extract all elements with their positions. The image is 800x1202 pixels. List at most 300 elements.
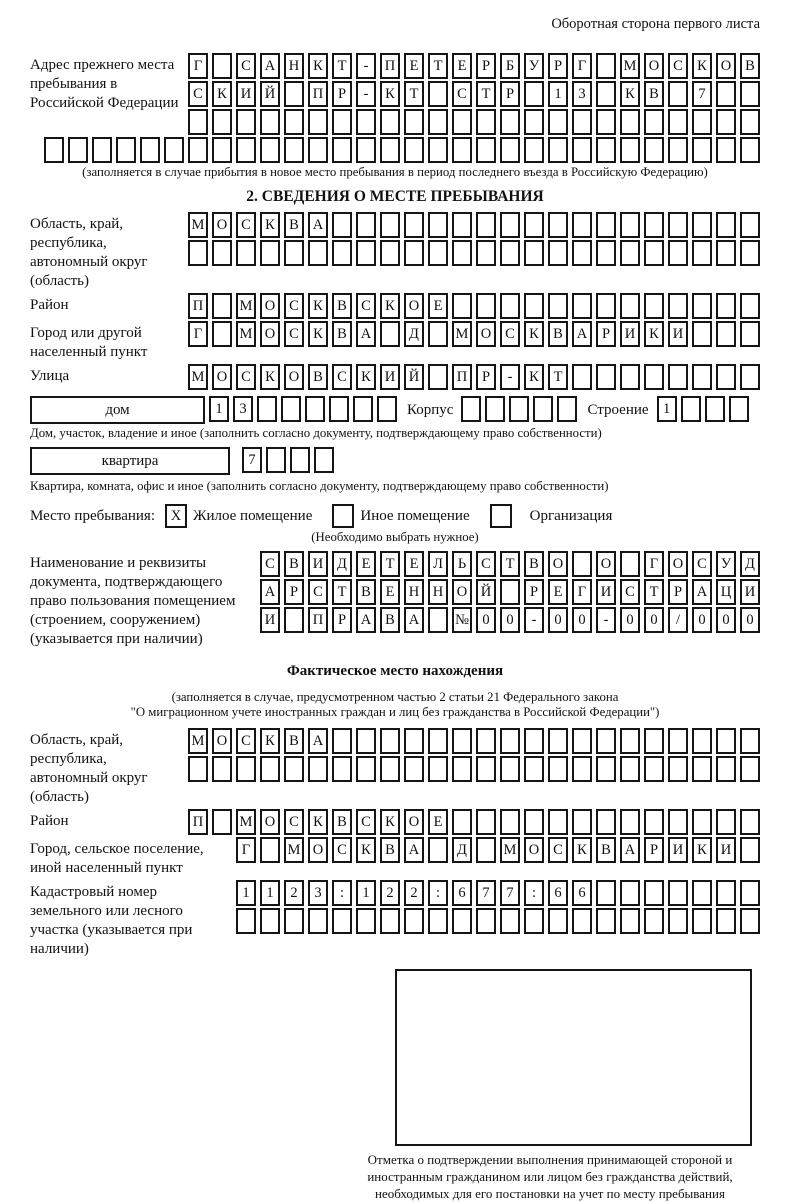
char-cell[interactable] bbox=[260, 109, 280, 135]
char-cell[interactable] bbox=[668, 109, 688, 135]
char-cell[interactable] bbox=[572, 364, 592, 390]
char-cell[interactable]: О bbox=[476, 321, 496, 347]
char-cell[interactable] bbox=[356, 109, 376, 135]
char-cell[interactable] bbox=[356, 756, 376, 782]
char-cell[interactable]: В bbox=[380, 607, 400, 633]
char-cell[interactable]: Т bbox=[548, 364, 568, 390]
char-cell[interactable] bbox=[668, 364, 688, 390]
char-cell[interactable] bbox=[452, 293, 472, 319]
char-cell[interactable]: А bbox=[692, 579, 712, 605]
char-cell[interactable]: Й bbox=[404, 364, 424, 390]
char-cell[interactable]: А bbox=[308, 212, 328, 238]
char-cell[interactable]: Д bbox=[452, 837, 472, 863]
char-cell[interactable] bbox=[260, 837, 280, 863]
char-cell[interactable]: О bbox=[260, 321, 280, 347]
char-cell[interactable] bbox=[332, 756, 352, 782]
char-cell[interactable]: С bbox=[692, 551, 712, 577]
char-cell[interactable]: К bbox=[308, 321, 328, 347]
char-cell[interactable] bbox=[380, 321, 400, 347]
char-cell[interactable] bbox=[620, 364, 640, 390]
char-cell[interactable]: С bbox=[548, 837, 568, 863]
char-cell[interactable] bbox=[68, 137, 88, 163]
char-cell[interactable]: 1 bbox=[657, 396, 677, 422]
char-cell[interactable]: И bbox=[596, 579, 616, 605]
char-cell[interactable]: О bbox=[260, 293, 280, 319]
char-cell[interactable]: Т bbox=[380, 551, 400, 577]
char-cell[interactable] bbox=[620, 212, 640, 238]
char-cell[interactable] bbox=[476, 908, 496, 934]
char-cell[interactable] bbox=[668, 880, 688, 906]
char-cell[interactable]: Т bbox=[428, 53, 448, 79]
char-cell[interactable]: Г bbox=[572, 53, 592, 79]
char-cell[interactable]: Н bbox=[404, 579, 424, 605]
char-cell[interactable] bbox=[692, 109, 712, 135]
char-cell[interactable] bbox=[428, 81, 448, 107]
char-cell[interactable] bbox=[596, 109, 616, 135]
char-cell[interactable]: Й bbox=[476, 579, 496, 605]
char-cell[interactable]: И bbox=[260, 607, 280, 633]
char-cell[interactable]: М bbox=[236, 293, 256, 319]
char-cell[interactable] bbox=[188, 756, 208, 782]
char-cell[interactable] bbox=[452, 809, 472, 835]
char-cell[interactable]: - bbox=[356, 81, 376, 107]
char-cell[interactable]: Т bbox=[332, 579, 352, 605]
char-cell[interactable]: Е bbox=[428, 293, 448, 319]
char-cell[interactable]: М bbox=[452, 321, 472, 347]
char-cell[interactable]: П bbox=[308, 81, 328, 107]
char-cell[interactable]: 0 bbox=[716, 607, 736, 633]
char-cell[interactable]: К bbox=[380, 81, 400, 107]
char-cell[interactable]: № bbox=[452, 607, 472, 633]
char-cell[interactable]: 0 bbox=[692, 607, 712, 633]
char-cell[interactable]: С bbox=[236, 212, 256, 238]
char-cell[interactable]: 0 bbox=[644, 607, 664, 633]
char-cell[interactable]: А bbox=[260, 579, 280, 605]
char-cell[interactable] bbox=[716, 321, 736, 347]
char-cell[interactable]: 6 bbox=[452, 880, 472, 906]
char-cell[interactable] bbox=[452, 212, 472, 238]
char-cell[interactable] bbox=[620, 551, 640, 577]
char-cell[interactable]: П bbox=[308, 607, 328, 633]
char-cell[interactable] bbox=[668, 756, 688, 782]
char-cell[interactable]: О bbox=[404, 293, 424, 319]
char-cell[interactable]: В bbox=[596, 837, 616, 863]
char-cell[interactable]: Д bbox=[740, 551, 760, 577]
char-cell[interactable] bbox=[452, 240, 472, 266]
char-cell[interactable]: К bbox=[380, 809, 400, 835]
char-cell[interactable]: А bbox=[572, 321, 592, 347]
char-cell[interactable]: Е bbox=[404, 53, 424, 79]
char-cell[interactable] bbox=[380, 109, 400, 135]
char-cell[interactable] bbox=[281, 396, 301, 422]
char-cell[interactable]: О bbox=[716, 53, 736, 79]
char-cell[interactable] bbox=[380, 756, 400, 782]
char-cell[interactable]: М bbox=[620, 53, 640, 79]
char-cell[interactable]: М bbox=[188, 212, 208, 238]
char-cell[interactable] bbox=[452, 756, 472, 782]
char-cell[interactable] bbox=[404, 756, 424, 782]
char-cell[interactable] bbox=[596, 137, 616, 163]
char-cell[interactable] bbox=[164, 137, 184, 163]
char-cell[interactable] bbox=[524, 240, 544, 266]
checkbox-organization[interactable] bbox=[490, 504, 512, 528]
char-cell[interactable]: В bbox=[308, 364, 328, 390]
char-cell[interactable] bbox=[380, 728, 400, 754]
char-cell[interactable] bbox=[572, 809, 592, 835]
char-cell[interactable]: 0 bbox=[476, 607, 496, 633]
char-cell[interactable] bbox=[476, 137, 496, 163]
char-cell[interactable] bbox=[740, 81, 760, 107]
char-cell[interactable] bbox=[404, 728, 424, 754]
char-cell[interactable]: А bbox=[620, 837, 640, 863]
char-cell[interactable] bbox=[644, 137, 664, 163]
char-cell[interactable] bbox=[716, 880, 736, 906]
char-cell[interactable]: - bbox=[596, 607, 616, 633]
char-cell[interactable] bbox=[500, 293, 520, 319]
checkbox-other-premises[interactable] bbox=[332, 504, 354, 528]
char-cell[interactable] bbox=[404, 908, 424, 934]
char-cell[interactable]: К bbox=[308, 809, 328, 835]
char-cell[interactable] bbox=[644, 880, 664, 906]
char-cell[interactable] bbox=[681, 396, 701, 422]
char-cell[interactable] bbox=[380, 137, 400, 163]
char-cell[interactable] bbox=[308, 240, 328, 266]
char-cell[interactable]: / bbox=[668, 607, 688, 633]
char-cell[interactable] bbox=[524, 809, 544, 835]
char-cell[interactable] bbox=[452, 137, 472, 163]
char-cell[interactable] bbox=[500, 756, 520, 782]
char-cell[interactable] bbox=[329, 396, 349, 422]
char-cell[interactable] bbox=[596, 240, 616, 266]
char-cell[interactable] bbox=[548, 293, 568, 319]
char-cell[interactable] bbox=[740, 809, 760, 835]
char-cell[interactable] bbox=[212, 240, 232, 266]
char-cell[interactable] bbox=[428, 240, 448, 266]
char-cell[interactable]: К bbox=[308, 53, 328, 79]
char-cell[interactable] bbox=[524, 293, 544, 319]
char-cell[interactable]: К bbox=[644, 321, 664, 347]
char-cell[interactable] bbox=[92, 137, 112, 163]
char-cell[interactable] bbox=[284, 607, 304, 633]
char-cell[interactable] bbox=[572, 728, 592, 754]
char-cell[interactable]: В bbox=[356, 579, 376, 605]
char-cell[interactable]: С bbox=[284, 321, 304, 347]
char-cell[interactable] bbox=[428, 364, 448, 390]
char-cell[interactable] bbox=[236, 756, 256, 782]
char-cell[interactable] bbox=[266, 447, 286, 473]
char-cell[interactable] bbox=[548, 756, 568, 782]
char-cell[interactable]: Л bbox=[428, 551, 448, 577]
char-cell[interactable] bbox=[500, 240, 520, 266]
char-cell[interactable] bbox=[428, 728, 448, 754]
char-cell[interactable]: С bbox=[332, 364, 352, 390]
char-cell[interactable]: П bbox=[452, 364, 472, 390]
char-cell[interactable] bbox=[668, 908, 688, 934]
char-cell[interactable] bbox=[476, 240, 496, 266]
char-cell[interactable] bbox=[377, 396, 397, 422]
char-cell[interactable]: 3 bbox=[572, 81, 592, 107]
char-cell[interactable] bbox=[476, 109, 496, 135]
char-cell[interactable]: И bbox=[236, 81, 256, 107]
char-cell[interactable] bbox=[332, 137, 352, 163]
char-cell[interactable] bbox=[596, 81, 616, 107]
char-cell[interactable] bbox=[716, 756, 736, 782]
char-cell[interactable]: 7 bbox=[692, 81, 712, 107]
char-cell[interactable] bbox=[740, 212, 760, 238]
char-cell[interactable]: Д bbox=[332, 551, 352, 577]
char-cell[interactable] bbox=[476, 756, 496, 782]
char-cell[interactable] bbox=[476, 837, 496, 863]
char-cell[interactable]: С bbox=[260, 551, 280, 577]
char-cell[interactable]: 0 bbox=[572, 607, 592, 633]
char-cell[interactable] bbox=[308, 756, 328, 782]
char-cell[interactable] bbox=[524, 908, 544, 934]
char-cell[interactable] bbox=[596, 880, 616, 906]
char-cell[interactable] bbox=[284, 240, 304, 266]
char-cell[interactable]: К bbox=[692, 53, 712, 79]
char-cell[interactable]: Р bbox=[524, 579, 544, 605]
char-cell[interactable] bbox=[740, 109, 760, 135]
char-cell[interactable] bbox=[620, 728, 640, 754]
char-cell[interactable]: Е bbox=[356, 551, 376, 577]
char-cell[interactable] bbox=[356, 137, 376, 163]
char-cell[interactable] bbox=[716, 240, 736, 266]
char-cell[interactable] bbox=[236, 109, 256, 135]
char-cell[interactable]: К bbox=[620, 81, 640, 107]
char-cell[interactable]: Т bbox=[644, 579, 664, 605]
char-cell[interactable]: Р bbox=[332, 81, 352, 107]
char-cell[interactable]: К bbox=[524, 364, 544, 390]
char-cell[interactable]: С bbox=[188, 81, 208, 107]
char-cell[interactable] bbox=[524, 137, 544, 163]
char-cell[interactable]: Г bbox=[572, 579, 592, 605]
char-cell[interactable] bbox=[452, 109, 472, 135]
char-cell[interactable] bbox=[692, 321, 712, 347]
char-cell[interactable]: А bbox=[356, 607, 376, 633]
char-cell[interactable] bbox=[332, 240, 352, 266]
char-cell[interactable] bbox=[692, 293, 712, 319]
char-cell[interactable]: Г bbox=[236, 837, 256, 863]
char-cell[interactable] bbox=[548, 212, 568, 238]
char-cell[interactable] bbox=[548, 109, 568, 135]
char-cell[interactable]: И bbox=[308, 551, 328, 577]
char-cell[interactable] bbox=[428, 837, 448, 863]
char-cell[interactable]: : bbox=[332, 880, 352, 906]
char-cell[interactable] bbox=[404, 212, 424, 238]
char-cell[interactable] bbox=[212, 109, 232, 135]
char-cell[interactable] bbox=[644, 364, 664, 390]
char-cell[interactable] bbox=[644, 293, 664, 319]
char-cell[interactable] bbox=[740, 756, 760, 782]
char-cell[interactable] bbox=[557, 396, 577, 422]
char-cell[interactable]: Т bbox=[500, 551, 520, 577]
char-cell[interactable] bbox=[692, 908, 712, 934]
char-cell[interactable] bbox=[620, 756, 640, 782]
char-cell[interactable] bbox=[236, 908, 256, 934]
char-cell[interactable]: М bbox=[236, 321, 256, 347]
char-cell[interactable] bbox=[332, 109, 352, 135]
char-cell[interactable] bbox=[740, 728, 760, 754]
char-cell[interactable] bbox=[572, 293, 592, 319]
char-cell[interactable] bbox=[284, 756, 304, 782]
char-cell[interactable]: В bbox=[284, 551, 304, 577]
char-cell[interactable] bbox=[356, 212, 376, 238]
char-cell[interactable]: 2 bbox=[404, 880, 424, 906]
char-cell[interactable]: : bbox=[428, 880, 448, 906]
char-cell[interactable] bbox=[500, 908, 520, 934]
char-cell[interactable] bbox=[428, 212, 448, 238]
char-cell[interactable]: Р bbox=[500, 81, 520, 107]
char-cell[interactable]: В bbox=[332, 809, 352, 835]
char-cell[interactable] bbox=[692, 364, 712, 390]
char-cell[interactable] bbox=[308, 109, 328, 135]
char-cell[interactable]: Т bbox=[332, 53, 352, 79]
char-cell[interactable]: М bbox=[188, 728, 208, 754]
char-cell[interactable] bbox=[524, 728, 544, 754]
char-cell[interactable] bbox=[572, 212, 592, 238]
char-cell[interactable]: И bbox=[716, 837, 736, 863]
char-cell[interactable]: К bbox=[692, 837, 712, 863]
char-cell[interactable] bbox=[284, 81, 304, 107]
char-cell[interactable] bbox=[257, 396, 277, 422]
char-cell[interactable]: С bbox=[620, 579, 640, 605]
char-cell[interactable] bbox=[509, 396, 529, 422]
char-cell[interactable]: В bbox=[644, 81, 664, 107]
char-cell[interactable] bbox=[524, 109, 544, 135]
char-cell[interactable]: У bbox=[524, 53, 544, 79]
char-cell[interactable]: С bbox=[236, 728, 256, 754]
char-cell[interactable] bbox=[740, 837, 760, 863]
char-cell[interactable]: О bbox=[452, 579, 472, 605]
char-cell[interactable] bbox=[692, 880, 712, 906]
char-cell[interactable] bbox=[380, 908, 400, 934]
char-cell[interactable]: И bbox=[620, 321, 640, 347]
char-cell[interactable]: К bbox=[524, 321, 544, 347]
char-cell[interactable]: С bbox=[308, 579, 328, 605]
char-cell[interactable] bbox=[188, 240, 208, 266]
char-cell[interactable]: В bbox=[332, 293, 352, 319]
char-cell[interactable]: Ц bbox=[716, 579, 736, 605]
char-cell[interactable]: 6 bbox=[548, 880, 568, 906]
char-cell[interactable] bbox=[692, 212, 712, 238]
char-cell[interactable]: Р bbox=[596, 321, 616, 347]
char-cell[interactable] bbox=[740, 240, 760, 266]
char-cell[interactable] bbox=[740, 364, 760, 390]
char-cell[interactable] bbox=[212, 809, 232, 835]
char-cell[interactable] bbox=[644, 109, 664, 135]
char-cell[interactable] bbox=[461, 396, 481, 422]
char-cell[interactable]: С bbox=[500, 321, 520, 347]
char-cell[interactable] bbox=[284, 137, 304, 163]
char-cell[interactable] bbox=[716, 81, 736, 107]
char-cell[interactable]: 1 bbox=[209, 396, 229, 422]
char-cell[interactable] bbox=[644, 809, 664, 835]
char-cell[interactable] bbox=[548, 137, 568, 163]
char-cell[interactable] bbox=[692, 728, 712, 754]
char-cell[interactable]: Р bbox=[332, 607, 352, 633]
char-cell[interactable] bbox=[596, 53, 616, 79]
char-cell[interactable]: 7 bbox=[500, 880, 520, 906]
char-cell[interactable] bbox=[692, 756, 712, 782]
char-cell[interactable] bbox=[716, 137, 736, 163]
char-cell[interactable]: К bbox=[260, 364, 280, 390]
char-cell[interactable]: - bbox=[524, 607, 544, 633]
char-cell[interactable] bbox=[260, 908, 280, 934]
char-cell[interactable] bbox=[596, 212, 616, 238]
char-cell[interactable]: Т bbox=[476, 81, 496, 107]
char-cell[interactable]: 1 bbox=[548, 81, 568, 107]
char-cell[interactable]: О bbox=[212, 212, 232, 238]
char-cell[interactable]: О bbox=[668, 551, 688, 577]
char-cell[interactable]: И bbox=[668, 837, 688, 863]
char-cell[interactable] bbox=[476, 728, 496, 754]
char-cell[interactable] bbox=[524, 756, 544, 782]
char-cell[interactable] bbox=[740, 908, 760, 934]
char-cell[interactable]: Г bbox=[188, 321, 208, 347]
char-cell[interactable] bbox=[716, 364, 736, 390]
char-cell[interactable]: И bbox=[380, 364, 400, 390]
char-cell[interactable] bbox=[668, 240, 688, 266]
char-cell[interactable]: Т bbox=[404, 81, 424, 107]
char-cell[interactable] bbox=[620, 880, 640, 906]
char-cell[interactable]: И bbox=[668, 321, 688, 347]
char-cell[interactable] bbox=[716, 908, 736, 934]
char-cell[interactable] bbox=[476, 809, 496, 835]
char-cell[interactable] bbox=[716, 293, 736, 319]
char-cell[interactable] bbox=[476, 212, 496, 238]
char-cell[interactable] bbox=[404, 240, 424, 266]
char-cell[interactable]: Г bbox=[188, 53, 208, 79]
char-cell[interactable]: 0 bbox=[548, 607, 568, 633]
char-cell[interactable]: О bbox=[284, 364, 304, 390]
char-cell[interactable] bbox=[533, 396, 553, 422]
char-cell[interactable] bbox=[500, 212, 520, 238]
char-cell[interactable] bbox=[428, 756, 448, 782]
char-cell[interactable]: А bbox=[308, 728, 328, 754]
char-cell[interactable]: 1 bbox=[260, 880, 280, 906]
char-cell[interactable] bbox=[236, 240, 256, 266]
char-cell[interactable]: А bbox=[260, 53, 280, 79]
char-cell[interactable] bbox=[644, 908, 664, 934]
char-cell[interactable] bbox=[428, 137, 448, 163]
char-cell[interactable]: Р bbox=[668, 579, 688, 605]
char-cell[interactable]: С bbox=[332, 837, 352, 863]
char-cell[interactable] bbox=[500, 137, 520, 163]
char-cell[interactable] bbox=[572, 240, 592, 266]
char-cell[interactable] bbox=[596, 756, 616, 782]
char-cell[interactable] bbox=[476, 293, 496, 319]
char-cell[interactable] bbox=[548, 240, 568, 266]
char-cell[interactable] bbox=[644, 756, 664, 782]
char-cell[interactable]: О bbox=[644, 53, 664, 79]
char-cell[interactable] bbox=[668, 293, 688, 319]
char-cell[interactable]: 6 bbox=[572, 880, 592, 906]
char-cell[interactable]: 2 bbox=[380, 880, 400, 906]
char-cell[interactable]: К bbox=[356, 364, 376, 390]
char-cell[interactable]: Н bbox=[284, 53, 304, 79]
char-cell[interactable] bbox=[705, 396, 725, 422]
char-cell[interactable] bbox=[380, 212, 400, 238]
char-cell[interactable] bbox=[485, 396, 505, 422]
char-cell[interactable] bbox=[380, 240, 400, 266]
char-cell[interactable] bbox=[332, 212, 352, 238]
char-cell[interactable] bbox=[716, 109, 736, 135]
char-cell[interactable]: В bbox=[284, 728, 304, 754]
char-cell[interactable]: Е bbox=[404, 551, 424, 577]
char-cell[interactable]: В bbox=[548, 321, 568, 347]
char-cell[interactable] bbox=[620, 109, 640, 135]
char-cell[interactable]: С bbox=[284, 293, 304, 319]
